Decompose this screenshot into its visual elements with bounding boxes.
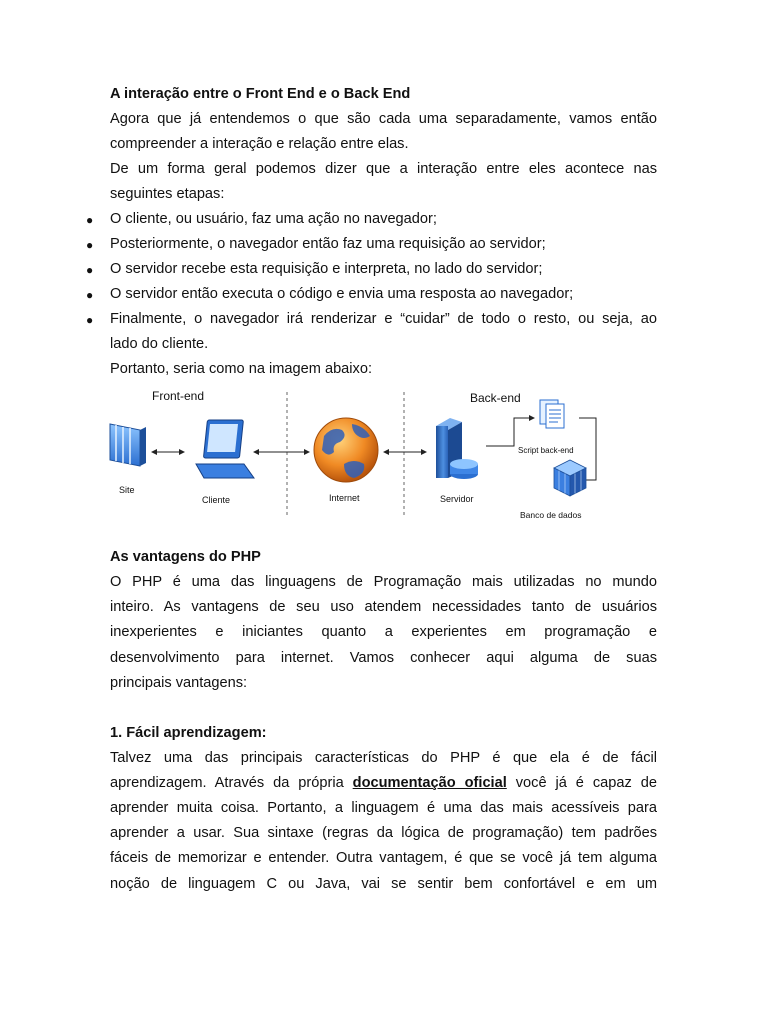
list-item: O servidor então executa o código e envia uma resposta ao navegador; <box>110 286 574 302</box>
list-item: Finalmente, o navegador irá renderizar e “cuidar” de todo o resto, ou seja, ao <box>110 311 657 327</box>
list-item-continuation: lado do cliente. <box>110 336 209 352</box>
servidor-label: Servidor <box>440 494 474 504</box>
paragraph-line: aprender a usar. Sua sintaxe (regras da lógica de programação) tem padrões <box>110 825 657 841</box>
site-icon <box>110 424 146 466</box>
bullet-dot-icon: ● <box>86 213 94 227</box>
paragraph-line: Portanto, seria como na imagem abaixo: <box>110 361 373 377</box>
paragraph-line: desenvolvimento para internet. Vamos conhecer aqui alguma de suas <box>110 650 657 666</box>
paragraph-line: inteiro. As vantagens de seu uso atendem necessidades tanto de usuários <box>110 599 657 615</box>
script-label: Script back-end <box>518 446 574 455</box>
site-label: Site <box>119 485 135 495</box>
section-title-facil-aprendizagem: 1. Fácil aprendizagem: <box>110 725 267 741</box>
paragraph-line: inexperientes e iniciantes quanto a experientes em programação e <box>110 624 657 640</box>
banco-label: Banco de dados <box>520 510 582 520</box>
paragraph-line: principais vantagens: <box>110 675 248 691</box>
section-title-interacao: A interação entre o Front End e o Back End <box>110 86 411 102</box>
text-segment: você já é capaz de <box>506 775 658 791</box>
list-item: Posteriormente, o navegador então faz uma requisição ao servidor; <box>110 236 546 252</box>
globe-icon <box>314 418 378 482</box>
paragraph-line: O PHP é uma das linguagens de Programação mais utilizadas no mundo <box>110 574 657 590</box>
script-document-icon <box>540 400 564 428</box>
bullet-dot-icon: ● <box>86 288 94 302</box>
paragraph-line: fáceis de memorizar e entender. Outra vantagem, é que se você já tem alguma <box>110 850 657 866</box>
bullet-dot-icon: ● <box>86 238 94 252</box>
laptop-icon <box>196 420 254 478</box>
paragraph-line: aprender muita coisa. Portanto, a linguagem é uma das mais acessíveis para <box>110 800 657 816</box>
paragraph-line: Talvez uma das principais características do PHP é que ela é de fácil <box>110 750 657 766</box>
arrow-servidor-script <box>486 418 534 446</box>
database-cube-icon <box>554 460 586 496</box>
bullet-dot-icon: ● <box>86 313 94 327</box>
list-item: O servidor recebe esta requisição e interpreta, no lado do servidor; <box>110 261 543 277</box>
front-end-label: Front-end <box>152 389 205 403</box>
internet-label: Internet <box>329 493 360 503</box>
paragraph-line-with-link <box>110 771 657 796</box>
paragraph-line: compreender a interação e relação entre elas. <box>110 136 409 152</box>
server-icon <box>436 418 478 479</box>
documentacao-oficial-link[interactable]: documentação oficial <box>352 775 507 791</box>
paragraph-line: noção de linguagem C ou Java, vai se sentir bem confortável e em um <box>110 876 657 892</box>
text-segment: aprendizagem. Através da própria <box>110 775 353 791</box>
list-item: O cliente, ou usuário, faz uma ação no navegador; <box>110 211 437 227</box>
section-title-vantagens: As vantagens do PHP <box>110 549 261 565</box>
bullet-dot-icon: ● <box>86 263 94 277</box>
paragraph-line: seguintes etapas: <box>110 186 225 202</box>
paragraph-line: De um forma geral podemos dizer que a interação entre eles acontece nas <box>110 161 657 177</box>
cliente-label: Cliente <box>202 495 231 505</box>
front-back-end-diagram <box>104 386 604 526</box>
paragraph-line: Agora que já entendemos o que são cada uma separadamente, vamos então <box>110 111 657 127</box>
back-end-label: Back-end <box>470 391 521 405</box>
